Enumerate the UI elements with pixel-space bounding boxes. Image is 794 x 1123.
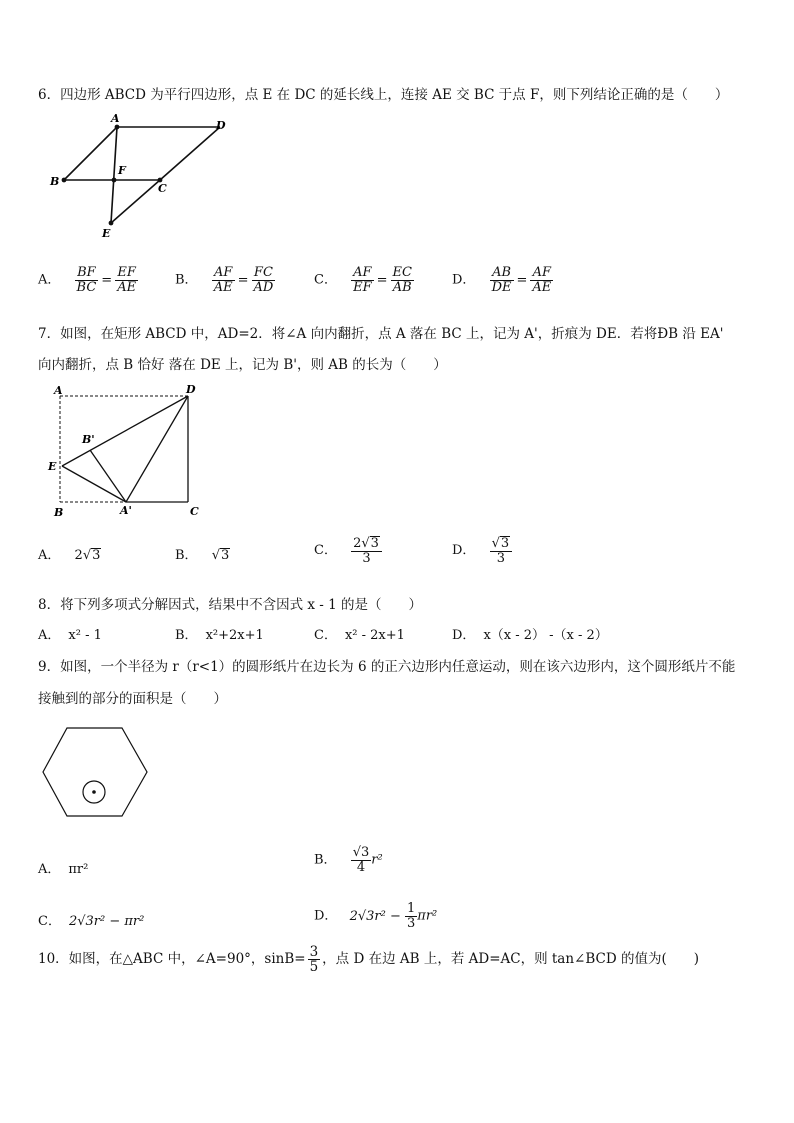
q7-stem-line2: 向内翻折，点 B 恰好 落在 DE 上，记为 B'，则 AB 的长为（ ） (38, 357, 447, 373)
q7-label-bprime: B' (82, 433, 95, 446)
q7-label-d: D (186, 383, 196, 396)
q7-label-c: C (190, 505, 199, 518)
q6-label-b: B (50, 175, 60, 188)
q9-option-d[interactable]: D． 2√3r² − $\frac{1}{3}$ πr² (314, 901, 438, 931)
q7-stem-line1: 7．如图，在矩形 ABCD 中，AD=2．将∠A 向内翻折，点 A 落在 BC 上，记为 A'，折痕为 DE．若将ÐB 沿 EA' (38, 326, 724, 342)
q6-label-a: A (111, 112, 120, 125)
q8-stem: 8．将下列多项式分解因式，结果中不含因式 x - 1 的是（ ） (38, 597, 423, 613)
q6-label-e: E (102, 227, 111, 240)
q7-option-b[interactable]: B． √3 (175, 548, 230, 563)
q10-stem: 10．如图，在△ABC 中，∠A=90°，sinB= $\frac{3}{5}$ ，点 D 在边 AB 上，若 AD=AC，则 tan∠BCD 的值为( ) (38, 944, 700, 976)
q7-option-d[interactable]: D． $\frac{√3}{3}$ (452, 536, 512, 565)
q7-label-aprime: A' (120, 504, 132, 517)
q7-option-c[interactable]: C． $\frac{2√3}{3}$ (314, 536, 382, 565)
q8-option-d[interactable]: D． x（x - 2） -（x - 2） (452, 628, 608, 643)
q6-label-d: D (216, 119, 226, 132)
q9-hexagon-figure (40, 724, 150, 822)
q6-label-f: F (118, 164, 126, 177)
q9-stem-line2: 接触到的部分的面积是（ ） (38, 691, 227, 707)
q9-option-a[interactable]: A． πr² (38, 862, 89, 877)
circle-center-dot (92, 790, 96, 794)
q7-rectangle-figure (42, 378, 217, 520)
q9-option-c[interactable]: C． 2√3r² − πr² (38, 914, 145, 929)
q9-stem-line1: 9．如图，一个半径为 r（r<1）的圆形纸片在边长为 6 的正六边形内任意运动，则在该六边形内，这个圆形纸片不能 (38, 659, 736, 675)
q8-option-c[interactable]: C． x² - 2x+1 (314, 628, 405, 643)
q7-label-b: B (54, 506, 64, 519)
q6-label-c: C (158, 182, 167, 195)
q8-option-a[interactable]: A． x² - 1 (38, 628, 102, 643)
q6-stem: 6．四边形 ABCD 为平行四边形，点 E 在 DC 的延长线上，连接 AE 交 BC 于点 F，则下列结论正确的是（ ） (38, 87, 729, 103)
q6-option-c[interactable]: C． $\frac{AF}{EF}$ = $\frac{EC}{AB}$ (314, 265, 412, 295)
q9-option-b[interactable]: B． $\frac{√3}{4}$ r² (314, 845, 383, 875)
q6-parallelogram-figure (40, 110, 240, 245)
q7-label-e: E (48, 460, 57, 473)
q8-option-b[interactable]: B． x²+2x+1 (175, 628, 264, 643)
q7-label-a: A (54, 384, 63, 397)
q6-option-b[interactable]: B． $\frac{AF}{AE}$ = $\frac{FC}{AD}$ (175, 265, 274, 295)
q6-option-d[interactable]: D． $\frac{AB}{DE}$ = $\frac{AF}{AE}$ (452, 265, 552, 295)
q6-option-a[interactable]: A． $\frac{BF}{BC}$ = $\frac{EF}{AE}$ (38, 265, 137, 295)
q7-option-a[interactable]: A． 2√3 (38, 548, 101, 563)
